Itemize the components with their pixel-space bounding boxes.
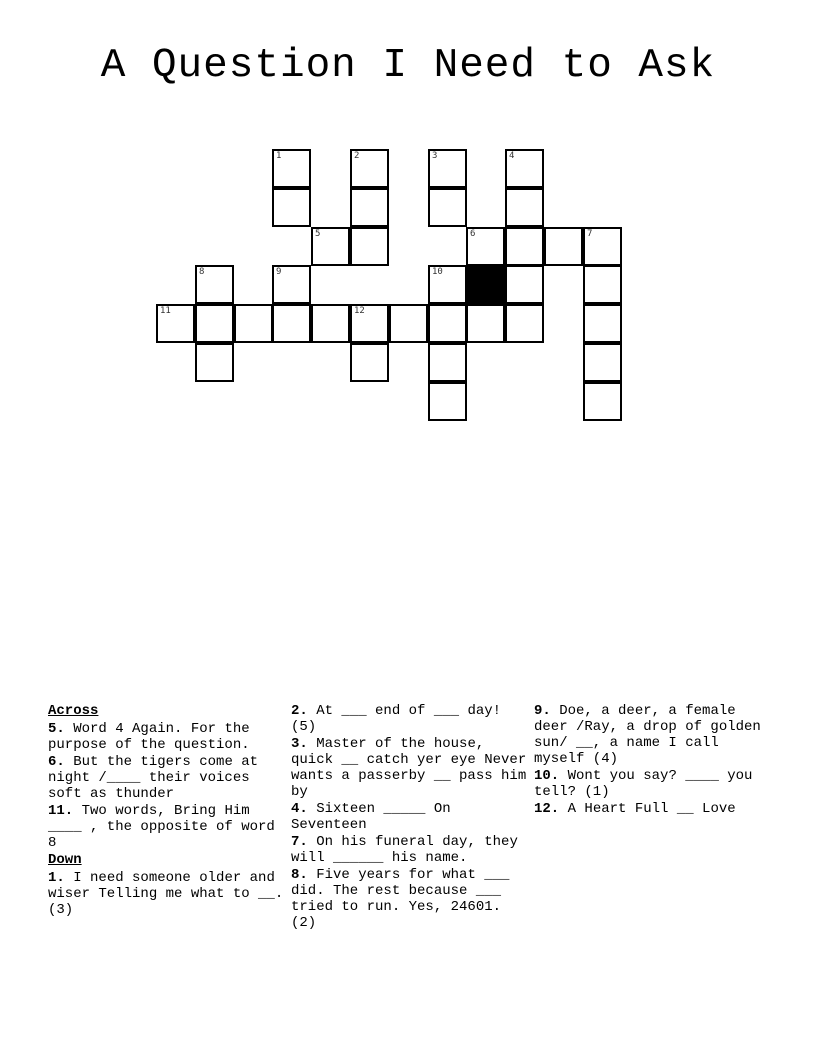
clue-text: Master of the house, quick __ catch yer eye Never wants a passerby __ pass him by [291, 736, 527, 800]
grid-cell[interactable] [350, 188, 389, 227]
clue-text: At ___ end of ___ day! (5) [291, 703, 502, 735]
clue-number: 5. [48, 721, 65, 737]
clue-number: 8. [291, 867, 308, 883]
grid-cell[interactable] [272, 304, 311, 343]
down-heading: Down [48, 852, 82, 868]
clue-item [534, 768, 774, 800]
clue-text: A Heart Full __ Love [567, 801, 736, 817]
clues-column-1 [48, 703, 286, 919]
cell-number: 5 [315, 229, 321, 239]
across-clue-list [48, 721, 286, 851]
grid-cell[interactable] [389, 304, 428, 343]
grid-cell[interactable] [311, 227, 350, 266]
cell-number: 6 [470, 229, 476, 239]
clue-item [291, 867, 529, 931]
grid-cell[interactable] [505, 304, 544, 343]
clue-text: On his funeral day, they will ______ his name. [291, 834, 518, 866]
clue-item [48, 754, 286, 802]
clue-number: 3. [291, 736, 308, 752]
clue-text: Wont you say? ____ you tell? (1) [534, 768, 753, 800]
clue-number: 12. [534, 801, 560, 817]
clues-column-3 [534, 703, 774, 818]
clue-text: Five years for what ___ did. The rest because ___ tried to run. Yes, 24601. (2) [291, 867, 510, 931]
cell-number: 2 [354, 151, 360, 161]
cell-number: 10 [432, 267, 443, 277]
grid-cell[interactable] [272, 188, 311, 227]
cell-number: 1 [276, 151, 282, 161]
clue-text: But the tigers come at night /____ their voices soft as thunder [48, 754, 259, 802]
grid-cell[interactable] [466, 304, 505, 343]
grid-cell[interactable] [311, 304, 350, 343]
clue-item [291, 834, 529, 866]
clue-text: Sixteen _____ On Seventeen [291, 801, 451, 833]
clue-number: 10. [534, 768, 560, 784]
clue-item [291, 736, 529, 800]
grid-cell[interactable] [234, 304, 273, 343]
clue-item [48, 870, 286, 918]
grid-cell[interactable] [505, 149, 544, 188]
clues-column-2 [291, 703, 529, 932]
cell-number: 4 [509, 151, 515, 161]
grid-cell[interactable] [583, 382, 622, 421]
clue-text: Word 4 Again. For the purpose of the question. [48, 721, 250, 753]
grid-cell[interactable] [195, 265, 234, 304]
cell-number: 7 [587, 229, 593, 239]
clue-text: I need someone older and wiser Telling me what to __. (3) [48, 870, 284, 918]
clue-number: 1. [48, 870, 65, 886]
grid-cell[interactable] [350, 149, 389, 188]
grid-cell[interactable] [505, 265, 544, 304]
black-cell [466, 265, 505, 304]
grid-cell[interactable] [428, 343, 467, 382]
grid-cell[interactable] [583, 343, 622, 382]
clue-item [291, 703, 529, 735]
grid-cell[interactable] [350, 227, 389, 266]
clue-item [291, 801, 529, 833]
page-title: A Question I Need to Ask [100, 43, 716, 89]
grid-cell[interactable] [428, 304, 467, 343]
clue-number: 7. [291, 834, 308, 850]
cell-number: 8 [199, 267, 205, 277]
grid-cell[interactable] [428, 265, 467, 304]
grid-cell[interactable] [544, 227, 583, 266]
grid-cell[interactable] [583, 265, 622, 304]
grid-cell[interactable] [505, 188, 544, 227]
grid-cell[interactable] [195, 304, 234, 343]
grid-cell[interactable] [272, 149, 311, 188]
grid-cell[interactable] [272, 265, 311, 304]
grid-cell[interactable] [428, 382, 467, 421]
crossword-grid [0, 0, 816, 440]
clue-item [48, 721, 286, 753]
clue-number: 9. [534, 703, 551, 719]
clue-number: 2. [291, 703, 308, 719]
clue-item [48, 803, 286, 851]
clue-item [534, 703, 774, 767]
down-clue-list [48, 870, 286, 918]
clue-number: 11. [48, 803, 74, 819]
grid-cell[interactable] [583, 304, 622, 343]
grid-cell[interactable] [195, 343, 234, 382]
grid-cell[interactable] [156, 304, 195, 343]
clue-item [534, 801, 774, 817]
clue-number: 6. [48, 754, 65, 770]
clue-text: Two words, Bring Him ____ , the opposite of word 8 [48, 803, 275, 851]
grid-cell[interactable] [350, 304, 389, 343]
cell-number: 11 [160, 306, 171, 316]
grid-cell[interactable] [428, 188, 467, 227]
grid-cell[interactable] [350, 343, 389, 382]
grid-cell[interactable] [505, 227, 544, 266]
cell-number: 12 [354, 306, 365, 316]
across-heading: Across [48, 703, 99, 719]
grid-cell[interactable] [583, 227, 622, 266]
clue-number: 4. [291, 801, 308, 817]
cell-number: 9 [276, 267, 282, 277]
clue-text: Doe, a deer, a female deer /Ray, a drop of golden sun/ __, a name I call myself (4) [534, 703, 761, 767]
grid-cell[interactable] [466, 227, 505, 266]
grid-cell[interactable] [428, 149, 467, 188]
cell-number: 3 [432, 151, 438, 161]
